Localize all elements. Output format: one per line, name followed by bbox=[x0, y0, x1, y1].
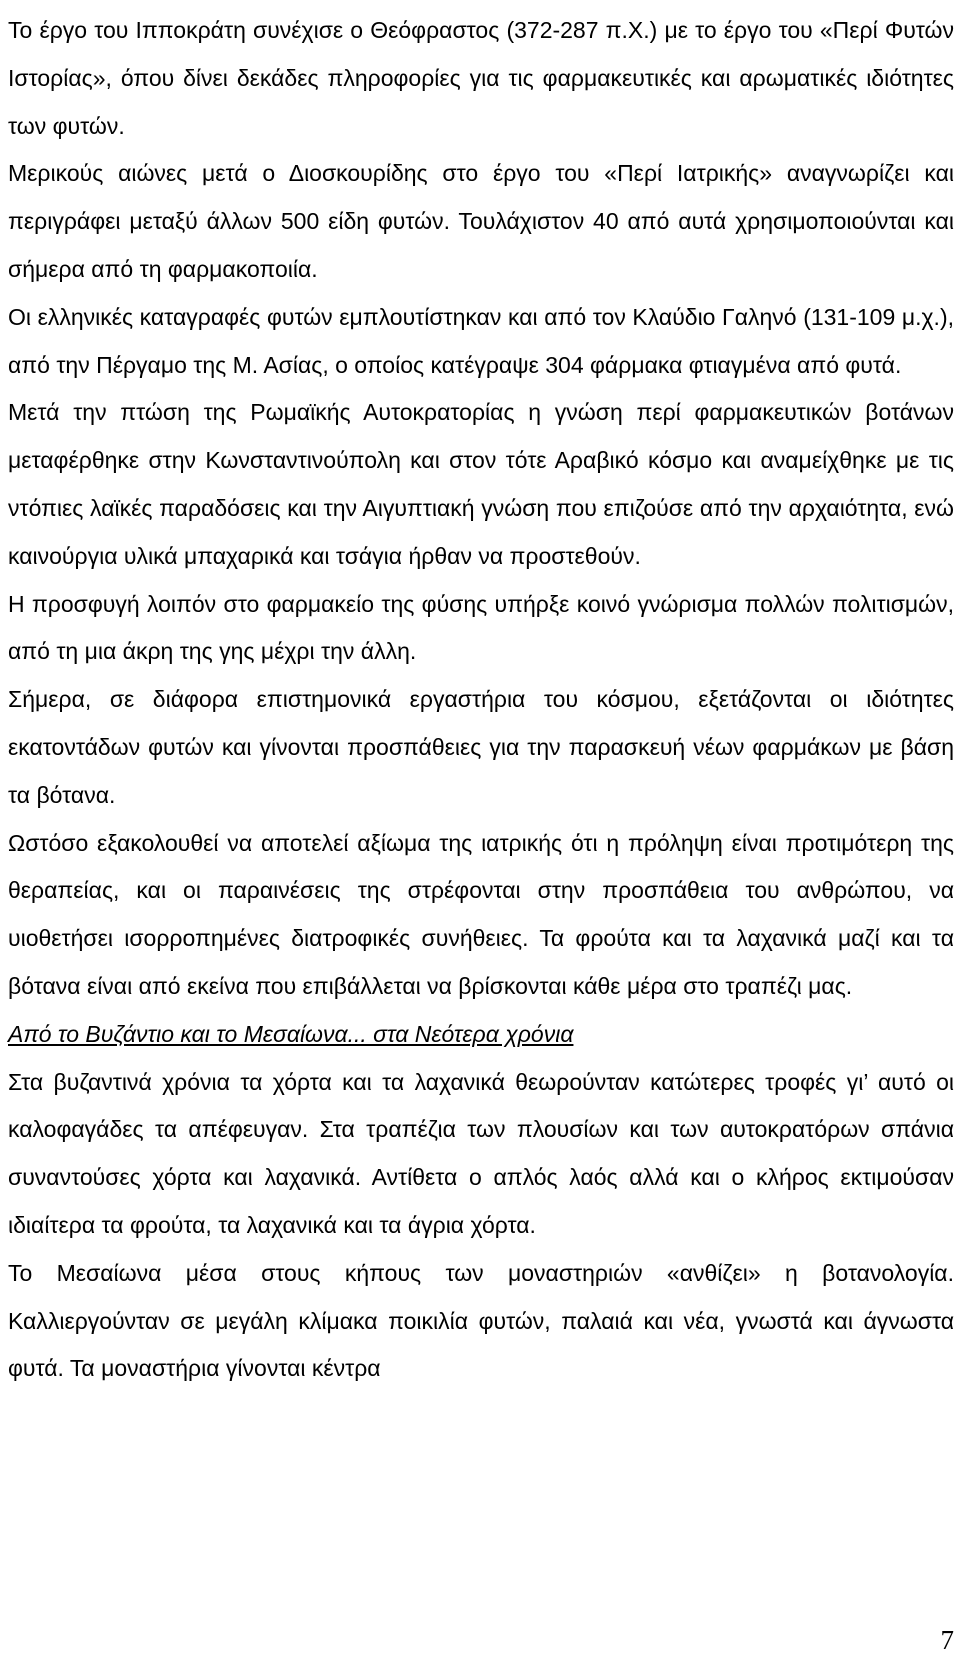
paragraph-nature-pharmacy: Η προσφυγή λοιπόν στο φαρμακείο της φύσης υπήρξε κοινό γνώρισμα πολλών πολιτισμών, από τη μια άκρη της γης μέχρι την άλλη. bbox=[8, 590, 954, 665]
paragraph-middle-ages: Το Μεσαίωνα μέσα στους κήπους των μοναστηριών «ανθίζει» η βοτανολογία. Καλλιεργούνταν σε μεγάλη κλίμακα ποικιλία φυτών, παλαιά και νέα, γνωστά και άγνωστα φυτά. Τα μοναστήρια γίνονται κέντρα bbox=[8, 1259, 954, 1382]
paragraph-galen: Οι ελληνικές καταγραφές φυτών εμπλουτίστηκαν και από τον Κλαύδιο Γαληνό (131-109 μ.χ.), από την Πέργαμο της Μ. Ασίας, ο οποίος κατέγραψε 304 φάρμακα φτιαγμένα από φυτά. bbox=[8, 303, 954, 378]
paragraph-theophrastus: Το έργο του Ιπποκράτη συνέχισε ο Θεόφραστος (372-287 π.Χ.) με το έργο του «Περί Φυτών Ιστορίας», όπου δίνει δεκάδες πληροφορίες για τις φαρμακευτικές και αρωματικές ιδιότητες των φυτών. bbox=[8, 17, 954, 139]
paragraph-roman-empire: Μετά την πτώση της Ρωμαϊκής Αυτοκρατορίας η γνώση περί φαρμακευτικών βοτάνων μεταφέρθηκε στην Κωνσταντινούπολη και στον τότε Αραβικό κόσμο και αναμείχθηκε με τις ντόπιες λαϊκές παραδόσεις και την Αιγυπτιακή γνώση που επιζούσε από την αρχαιότητα, ενώ καινούργια υλικά μπαχαρικά και τσάγια ήρθαν να προστεθούν. bbox=[8, 399, 954, 569]
paragraph-byzantine: Στα βυζαντινά χρόνια τα χόρτα και τα λαχανικά θεωρούνταν κατώτερες τροφές γι’ αυτό οι καλοφαγάδες τα απέφευγαν. Στα τραπέζια των πλουσίων και των αυτοκρατόρων σπάνια συναντούσες χόρτα και λαχανικά. Αντίθετα ο απλός λαός αλλά και ο κλήρος εκτιμούσαν ιδιαίτερα τα φρούτα, τα λαχανικά και τα άγρια χόρτα. bbox=[8, 1068, 954, 1238]
document-page bbox=[8, 0, 954, 1393]
paragraph-modern-research: Σήμερα, σε διάφορα επιστημονικά εργαστήρια του κόσμου, εξετάζονται οι ιδιότητες εκατοντάδων φυτών και γίνονται προσπάθειες για την παρασκευή νέων φαρμάκων με βάση τα βότανα. bbox=[8, 686, 954, 808]
page-number: 7 bbox=[940, 1625, 954, 1655]
paragraph-prevention: Ωστόσο εξακολουθεί να αποτελεί αξίωμα της ιατρικής ότι η πρόληψη είναι προτιμότερη της θεραπείας, και οι παραινέσεις της στρέφονται στην προσπάθεια του ανθρώπου, να υιοθετήσει ισορροπημένες διατροφικές συνήθειες. Τα φρούτα και τα λαχανικά μαζί και τα βότανα είναι από εκείνα που επιβάλλεται να βρίσκονται κάθε μέρα στο τραπέζι μας. bbox=[8, 829, 954, 999]
section-subheading: Από το Βυζάντιο και το Μεσαίωνα... στα Νεότερα χρόνια bbox=[8, 1020, 574, 1047]
paragraph-dioscorides: Μερικούς αιώνες μετά ο Διοσκουρίδης στο έργο του «Περί Ιατρικής» αναγνωρίζει και περιγράφει μεταξύ άλλων 500 είδη φυτών. Τουλάχιστον 40 από αυτά χρησιμοποιούνται και σήμερα από τη φαρμακοποιία. bbox=[8, 160, 954, 282]
